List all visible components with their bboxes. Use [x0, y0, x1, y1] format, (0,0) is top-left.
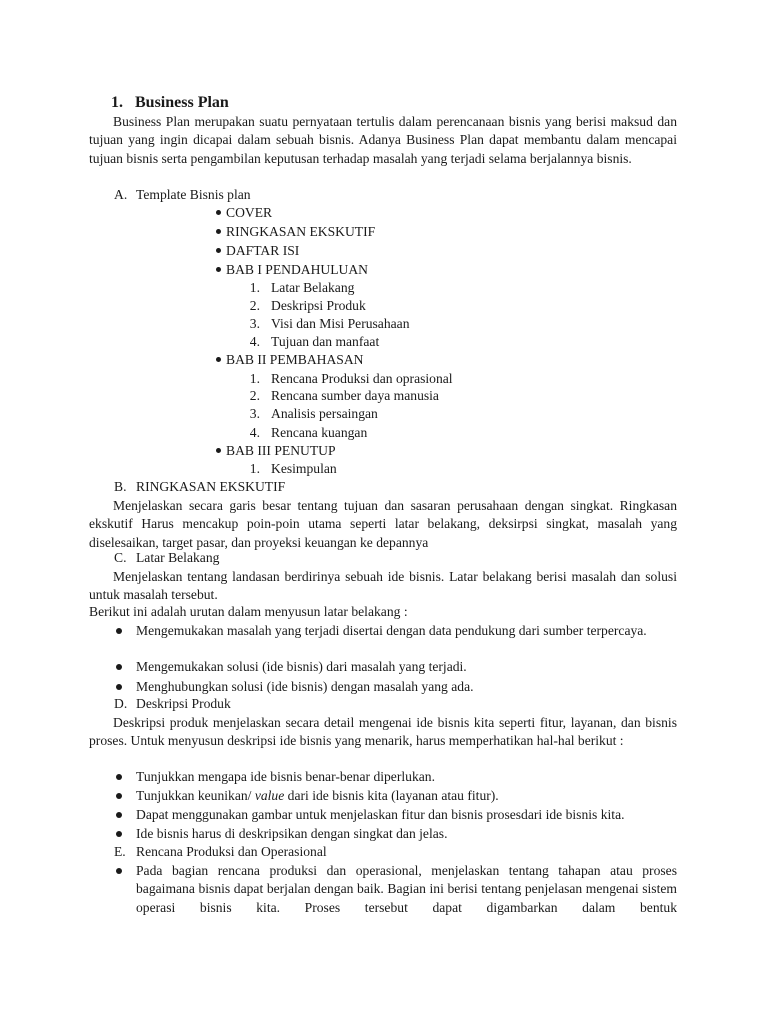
template-item-bab1: BAB I PENDAHULUAN [226, 262, 368, 277]
sub-number: 3. [249, 316, 260, 331]
sub-item: Kesimpulan [271, 461, 337, 476]
section-e-bullet: Pada bagian rencana produksi dan operasional, menjelaskan tentang tahapan atau proses bagaimana bisnis dapat berjalan dengan baik. Bagian ini berisi tentang penjelasan mengenai sistem operasi bisnis kita. Proses tersebut dapat digambarkan dalam bentuk [136, 863, 677, 915]
bullet-icon [216, 448, 221, 453]
heading-number: 1. [111, 94, 123, 111]
template-item-daftar-isi: DAFTAR ISI [226, 243, 300, 258]
intro-paragraph: Business Plan merupakan suatu pernyataan tertulis dalam perencanaan bisnis yang berisi maksud dan tujuan yang ingin dicapai dalam sebuah bisnis. Adanya Business Plan dapat membantu dalam mencapai tujuan bisnis serta pengambilan keputusan terhadap masalah yang terjadi selama berjalannya bisnis. [89, 114, 677, 166]
bullet-icon [116, 664, 122, 670]
sub-number: 4. [249, 334, 260, 349]
section-b-body: Menjelaskan secara garis besar tentang tujuan dan sasaran perusahaan dengan singkat. Ringkasan ekskutif Harus mencakup poin-poin utama seperti latar belakang, deksirpsi singkat, masalah yang diselesaikan, target pasar, dan proyeksi keuangan ke depannya [89, 498, 677, 550]
section-d-body: Deskripsi produk menjelaskan secara detail mengenai ide bisnis kita seperti fitur, layanan, dan bisnis proses. Untuk menyusun deskripsi ide bisnis yang menarik, harus memperhatikan hal-hal berikut : [89, 715, 677, 749]
section-b-letter: B. [114, 479, 127, 494]
sub-item: Latar Belakang [271, 280, 355, 295]
bullet-icon [216, 229, 221, 234]
sub-number: 2. [249, 388, 260, 403]
list-item-text: Dapat menggunakan gambar untuk menjelaskan fitur dan bisnis prosesdari ide bisnis kita. [136, 807, 625, 822]
bullet-icon [216, 248, 221, 253]
section-e-title: Rencana Produksi dan Operasional [136, 844, 327, 859]
list-item [136, 787, 499, 805]
bullet-icon [216, 267, 221, 272]
sub-item: Rencana kuangan [271, 425, 368, 440]
bullet-icon [116, 684, 122, 690]
bullet-icon [216, 357, 221, 362]
template-item-ringkasan: RINGKASAN EKSKUTIF [226, 224, 376, 239]
list-item [136, 825, 447, 843]
page-title: Business Plan [135, 94, 229, 111]
bullet-icon [116, 793, 122, 799]
list-item-text: dari ide bisnis kita (layanan atau fitur). [284, 788, 499, 803]
list-item-italic: value [254, 788, 285, 803]
sub-number: 1. [249, 280, 260, 295]
sub-number: 1. [249, 371, 260, 386]
template-item-cover: COVER [226, 205, 273, 220]
list-item: Mengemukakan masalah yang terjadi disertai dengan data pendukung dari sumber terpercaya. [136, 623, 647, 638]
list-item-text: Tunjukkan keunikan/ [136, 788, 255, 803]
section-a-title: Template Bisnis plan [136, 187, 251, 202]
section-b-title: RINGKASAN EKSKUTIF [136, 479, 286, 494]
section-d-title: Deskripsi Produk [136, 696, 231, 711]
bullet-icon [116, 812, 122, 818]
sub-item: Visi dan Misi Perusahaan [271, 316, 410, 331]
sub-number: 4. [249, 425, 260, 440]
list-item-text: Ide bisnis harus di deskripsikan dengan singkat dan jelas. [136, 826, 448, 841]
bullet-icon [116, 831, 122, 837]
section-c-lead: Berikut ini adalah urutan dalam menyusun latar belakang : [89, 604, 408, 619]
template-item-bab3: BAB III PENUTUP [226, 443, 336, 458]
list-item: Mengemukakan solusi (ide bisnis) dari masalah yang terjadi. [136, 659, 467, 674]
bullet-icon [216, 210, 221, 215]
sub-item: Deskripsi Produk [271, 298, 366, 313]
list-item [136, 806, 625, 824]
section-c-letter: C. [114, 550, 127, 565]
list-item [136, 768, 435, 786]
sub-item: Rencana Produksi dan oprasional [271, 371, 453, 386]
sub-number: 3. [249, 406, 260, 421]
sub-number: 1. [249, 461, 260, 476]
list-item: Menghubungkan solusi (ide bisnis) dengan masalah yang ada. [136, 679, 474, 694]
sub-item: Tujuan dan manfaat [271, 334, 380, 349]
sub-number: 2. [249, 298, 260, 313]
section-c-body: Menjelaskan tentang landasan berdirinya sebuah ide bisnis. Latar belakang berisi masalah dan solusi untuk masalah tersebut. [89, 569, 677, 603]
list-item-text: Tunjukkan mengapa ide bisnis benar-benar diperlukan. [136, 769, 435, 784]
section-d-letter: D. [114, 696, 128, 711]
sub-item: Rencana sumber daya manusia [271, 388, 439, 403]
section-c-title: Latar Belakang [136, 550, 220, 565]
sub-item: Analisis persaingan [271, 406, 378, 421]
template-item-bab2: BAB II PEMBAHASAN [226, 352, 364, 367]
bullet-icon [116, 774, 122, 780]
bullet-icon [116, 868, 122, 874]
section-e-letter: E. [114, 844, 126, 859]
section-a-letter: A. [114, 187, 128, 202]
bullet-icon [116, 628, 122, 634]
